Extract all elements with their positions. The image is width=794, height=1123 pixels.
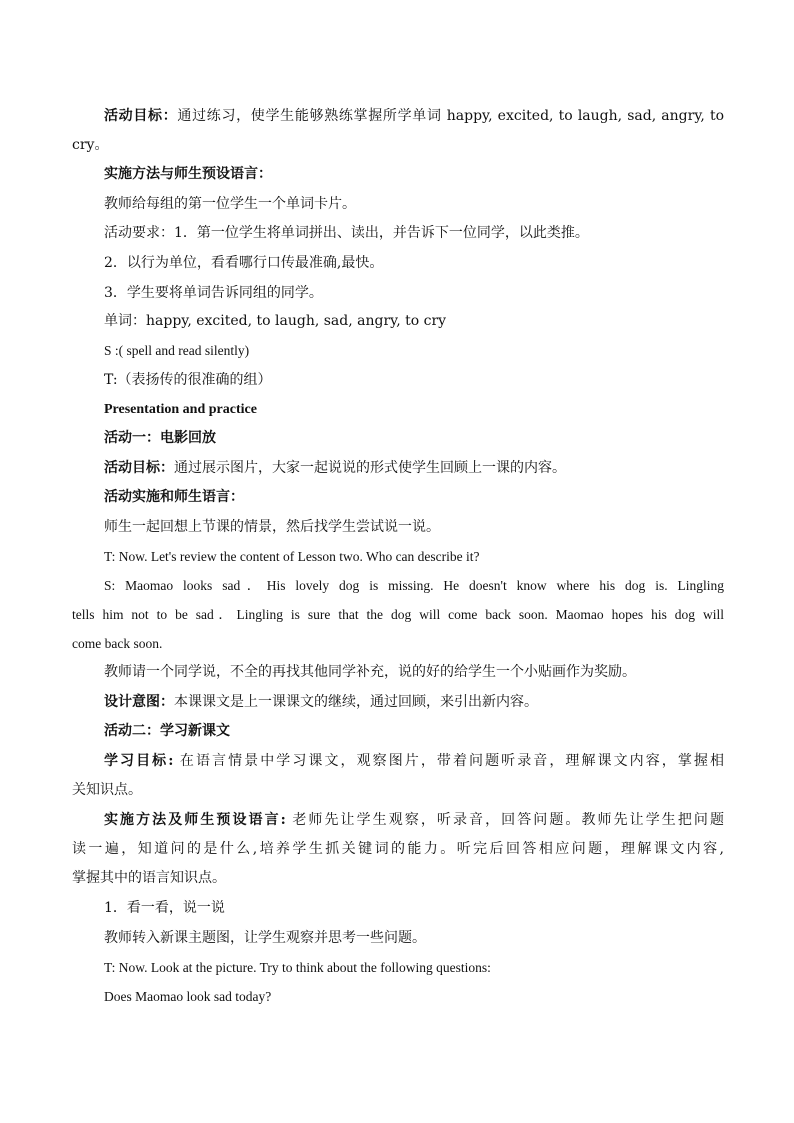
student-answer-line: tells him not to be sad．Lingling is sure that the dog will come back soon. Maomao hopes his dog will	[72, 607, 724, 622]
activity-two-heading: 活动二：学习新课文	[104, 723, 230, 739]
student-answer-line: come back soon.	[72, 636, 163, 651]
student-answer-line: S: Maomao looks sad．His lovely dog is missing. He doesn't know where his dog is. Lingling	[104, 578, 724, 593]
activity-goal-label: 活动目标：	[104, 460, 174, 476]
activity-method-heading: 活动实施和师生语言：	[104, 489, 244, 505]
step-heading: 1．看一看，说一说	[104, 900, 225, 916]
method-paragraph-line: 读一遍，知道问的是什么,培养学生抓关键词的能力。听完后回答相应问题，理解课文内容,	[72, 841, 724, 857]
activity-goal-continuation: cry。	[72, 137, 109, 153]
design-intent-line	[104, 692, 724, 712]
body-line: 3．学生要将单词告诉同组的同学。	[104, 285, 323, 301]
method-label: 实施方法及师生预设语言:	[104, 812, 286, 828]
method-paragraph-line: 掌握其中的语言知识点。	[72, 870, 226, 886]
activity-goal-line	[104, 106, 724, 126]
learning-goal-label: 学习目标:	[104, 753, 174, 769]
activity-one-heading: 活动一：电影回放	[104, 430, 216, 446]
method-heading: 实施方法与师生预设语言：	[104, 166, 272, 182]
learning-goal-line	[104, 751, 724, 771]
design-intent-label: 设计意图：	[104, 694, 174, 710]
body-line: 教师请一个同学说，不全的再找其他同学补充，说的好的给学生一个小贴画作为奖励。	[104, 664, 636, 680]
teacher-line: T: Now. Look at the picture. Try to think about the following questions:	[104, 960, 491, 975]
section-heading: Presentation and practice	[104, 402, 257, 417]
design-intent-text: 本课课文是上一课课文的继续，通过回顾，来引出新内容。	[174, 694, 538, 710]
activity-goal-line-2	[104, 458, 724, 478]
teacher-line: T:（表扬传的很准确的组）	[104, 372, 272, 388]
method-text: 老师先让学生观察，听录音，回答问题。教师先让学生把问题	[285, 812, 724, 828]
activity-goal-text: 通过展示图片，大家一起说说的形式使学生回顾上一课的内容。	[174, 460, 566, 476]
learning-goal-text: 在语言情景中学习课文，观察图片，带着问题听录音，理解课文内容，掌握相	[173, 753, 724, 769]
activity-goal-text: 通过练习，使学生能够熟练掌握所学单词 happy, excited, to laugh, sad, angry, to	[177, 108, 724, 124]
learning-goal-continuation: 关知识点。	[72, 782, 142, 798]
student-line: S :( spell and read silently)	[104, 343, 250, 358]
word-list-line: 单词：happy, excited, to laugh, sad, angry, to cry	[104, 313, 447, 329]
activity-goal-label: 活动目标：	[104, 108, 178, 124]
body-line: 2．以行为单位，看看哪行口传最准确,最快。	[104, 255, 384, 271]
method-paragraph-line	[104, 810, 724, 830]
teacher-line: T: Now. Let's review the content of Lesson two. Who can describe it?	[104, 549, 480, 564]
question-line: Does Maomao look sad today?	[104, 989, 272, 1004]
body-line: 活动要求：1．第一位学生将单词拼出、读出，并告诉下一位同学，以此类推。	[104, 225, 589, 241]
body-line: 教师给每组的第一位学生一个单词卡片。	[104, 196, 356, 212]
body-line: 师生一起回想上节课的情景，然后找学生尝试说一说。	[104, 519, 440, 535]
body-line: 教师转入新课主题图，让学生观察并思考一些问题。	[104, 930, 426, 946]
